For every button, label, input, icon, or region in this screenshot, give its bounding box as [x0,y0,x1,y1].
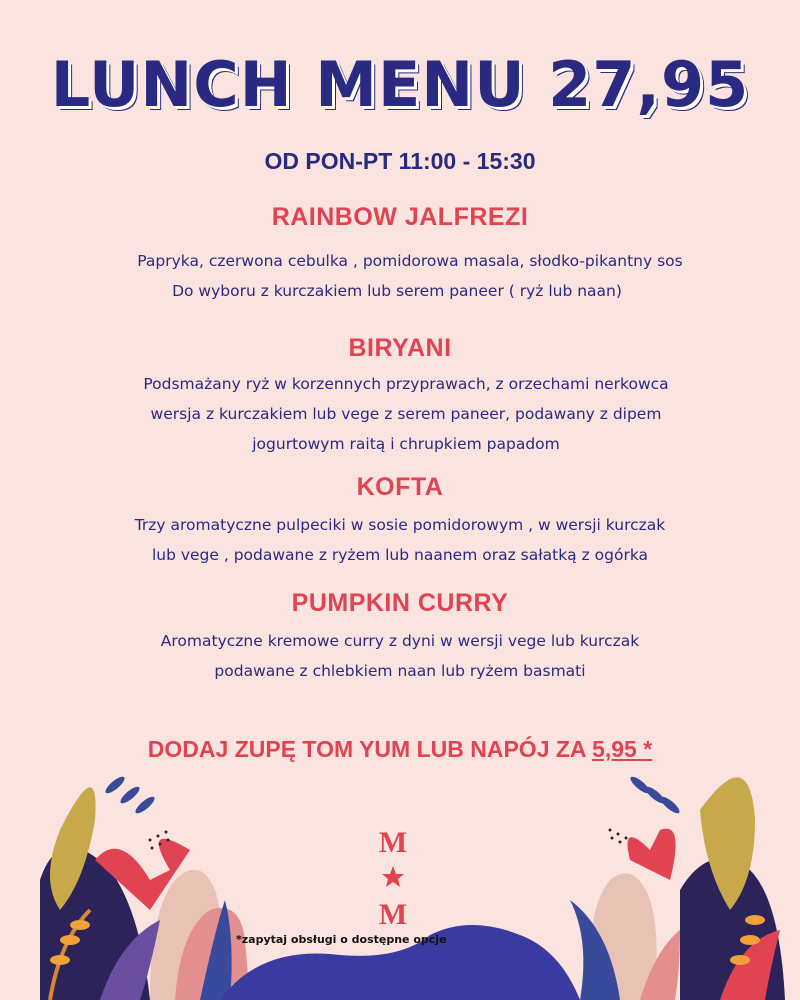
description-line: Do wyboru z kurczakiem lub serem paneer ( ryż lub naan) [172,282,622,300]
dish-description-rainbow-jalfrezi [0,246,800,306]
addon-text: DODAJ ZUPĘ TOM YUM LUB NAPÓJ ZA [147,736,593,762]
menu-title: LUNCH MENU 27,95 [50,48,750,121]
mm-star-logo-icon [378,822,408,932]
description-line: Papryka, czerwona cebulka , pomidorowa masala, słodko-pikantny sos [137,252,683,270]
description-line: wersja z kurczakiem lub vege z serem paneer, podawany z dipem [150,405,662,423]
addon-price: 5,95 * [592,736,653,762]
dish-name-rainbow-jalfrezi: RAINBOW JALFREZI [271,203,529,231]
description-line: Trzy aromatyczne pulpeciki w sosie pomidorowym , w wersji kurczak [134,516,666,534]
opening-hours: OD PON-PT 11:00 - 15:30 [264,148,536,174]
addon-offer [0,736,800,763]
dish-description-biryani [0,369,800,459]
description-line: Aromatyczne kremowe curry z dyni w wersji vege lub kurczak [160,632,640,650]
dish-name-pumpkin-curry: PUMPKIN CURRY [291,589,509,617]
dish-name-biryani: BIRYANI [348,334,452,362]
logo-letter-top: M [378,826,408,859]
description-line: podawane z chlebkiem naan lub ryżem basmati [214,662,586,680]
dish-description-kofta [0,510,800,570]
description-line: Podsmażany ryż w korzennych przyprawach, z orzechami nerkowca [143,375,669,393]
foliage-right-decoration [540,760,800,1000]
dish-name-kofta: KOFTA [356,473,444,501]
description-line: lub vege , podawane z ryżem lub naanem oraz sałatką z ogórka [151,546,649,564]
availability-note: *zapytaj obsługi o dostępne opcje [236,933,447,946]
logo-letter-bottom: M [378,898,408,931]
dish-description-pumpkin-curry [0,626,800,686]
description-line: jogurtowym raitą i chrupkiem papadom [252,435,560,453]
